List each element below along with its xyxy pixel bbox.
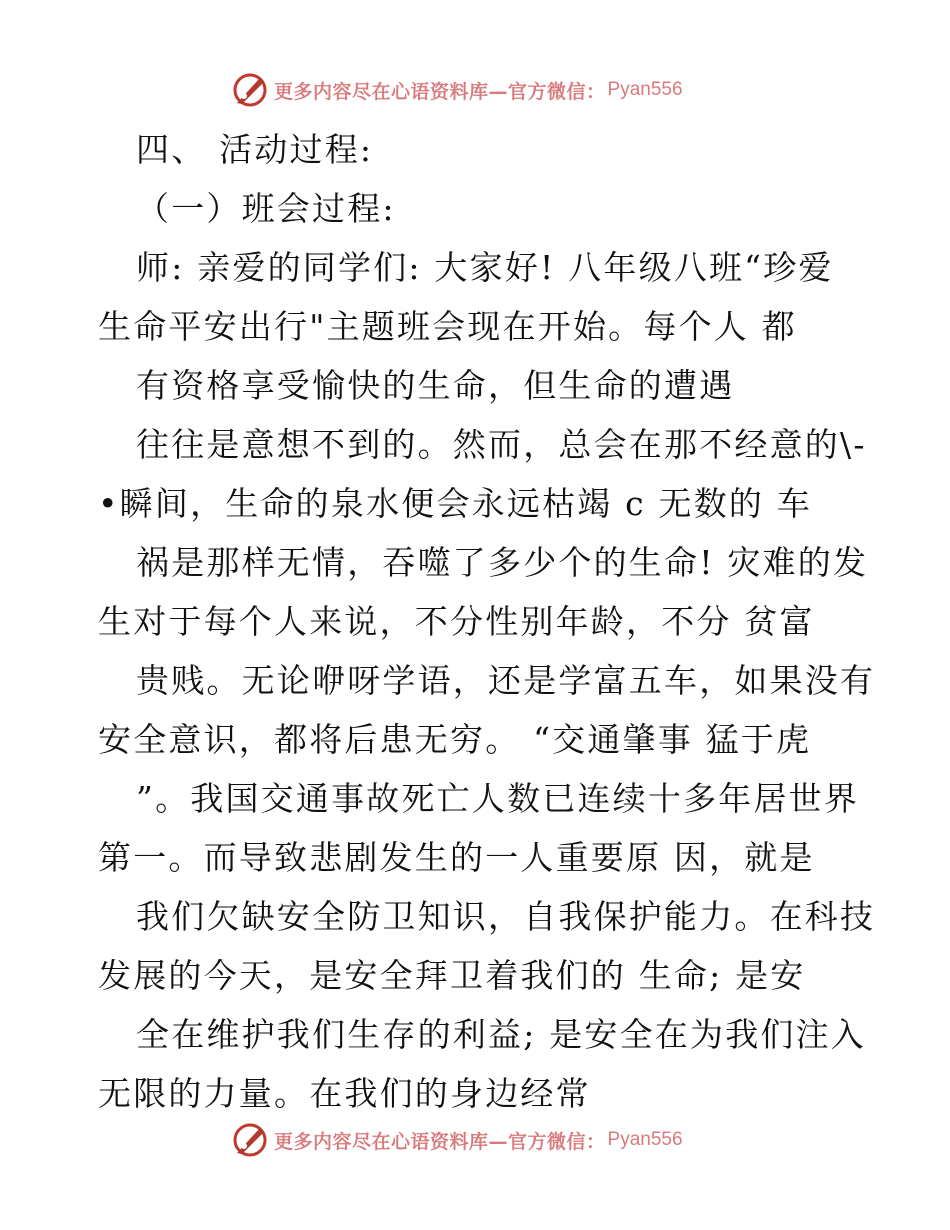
text-line: 生命平安出行"主题班会现在开始。每个人 都 [98,307,797,346]
footer-watermark-text: 更多内容尽在心语资料库—官方微信： [274,1130,606,1153]
quill-logo-icon [230,1120,270,1160]
header-watermark [230,70,683,110]
footer-watermark-handle: Pyan556 [607,1129,683,1150]
text-line: ”。我国交通事故死亡人数已连续十多年居世界 [136,779,860,818]
text-line: 安全意识，都将后患无穷。 “交通肇事 猛于虎 [98,720,812,759]
header-watermark-text: 更多内容尽在心语资料库—官方微信： [274,80,606,103]
text-line: 往往是意想不到的。然而，总会在那不经意的\- [136,425,867,464]
header-watermark-handle: Pyan556 [607,79,683,100]
text-line: 生对于每个人来说，不分性别年龄，不分 贫富 [98,602,815,641]
document-body [98,120,876,1123]
text-line: 第一。而导致悲剧发生的一人重要原 因，就是 [98,838,815,877]
text-line: 无限的力量。在我们的身边经常 [98,1074,591,1113]
footer-watermark [230,1120,683,1160]
text-line: •瞬间，生命的泉水便会永远枯竭 c 无数的 车 [98,484,813,523]
text-line: 有资格享受愉快的生命，但生命的遭遇 [136,366,735,405]
text-line: 贵贱。无论咿呀学语，还是学富五车，如果没有 [136,661,876,700]
text-line: 发展的今天，是安全拜卫着我们的 生命; 是安 [98,956,806,995]
quill-logo-icon [230,70,270,110]
text-line: 我们欠缺安全防卫知识，自我保护能力。在科技 [136,897,876,936]
text-line: 四、 活动过程: [136,130,374,169]
text-line: （一）班会过程: [136,189,396,228]
text-line: 师: 亲爱的同学们: 大家好! 八年级八班“珍爱 [136,248,834,287]
text-line: 祸是那样无情，吞噬了多少个的生命! 灾难的发 [136,543,869,582]
text-line: 全在维护我们生存的利益; 是安全在为我们注入 [136,1015,867,1054]
